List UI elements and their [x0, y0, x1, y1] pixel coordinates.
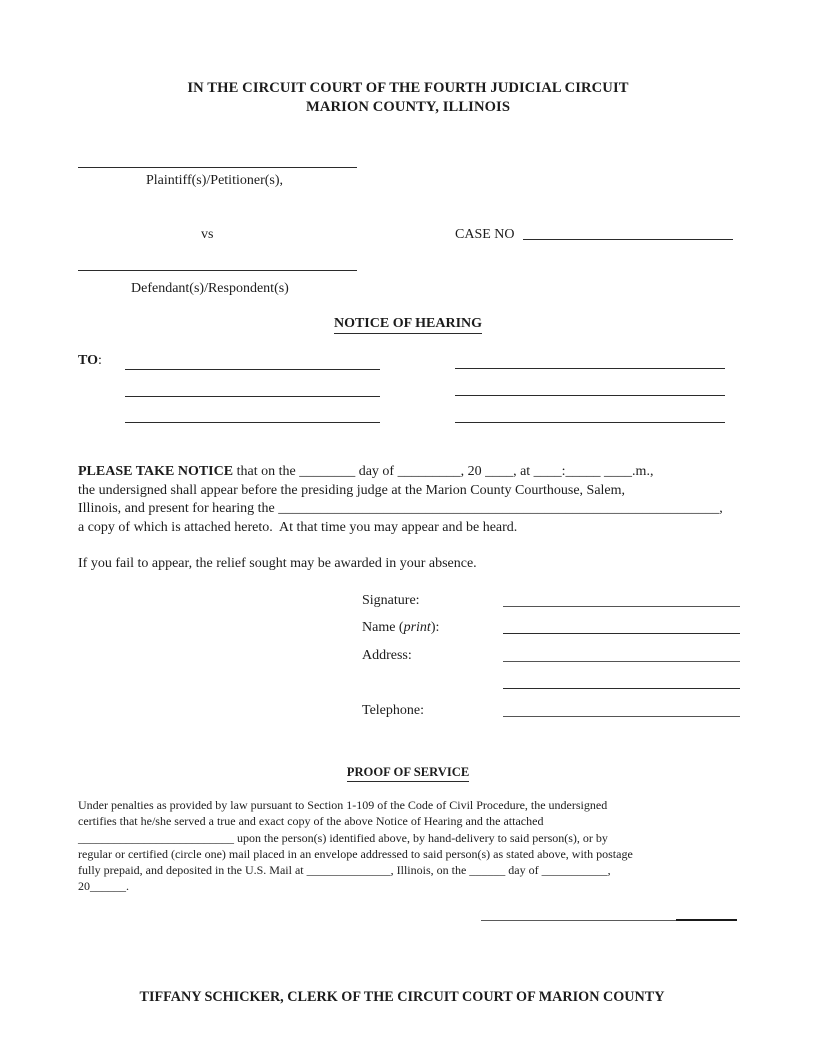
- proof-line-4: regular or certified (circle one) mail placed in an envelope addressed to said person(s) as stated above, with postage: [78, 846, 633, 861]
- warning-paragraph: If you fail to appear, the relief sought may be awarded in your absence.: [78, 556, 477, 571]
- proof-line-2: certifies that he/she served a true and exact copy of the above Notice of Hearing and the attached: [78, 814, 544, 829]
- name-print-label: [362, 620, 439, 636]
- proof-of-service-heading-wrap: [0, 765, 816, 782]
- to-line-right-3: [455, 422, 725, 423]
- name-line: [503, 633, 740, 634]
- vs-label: vs: [201, 227, 214, 242]
- server-signature-line-thin: [481, 920, 677, 921]
- clerk-footer: TIFFANY SCHICKER, CLERK OF THE CIRCUIT COURT OF MARION COUNTY: [139, 989, 665, 1005]
- court-title-line2: MARION COUNTY, ILLINOIS: [305, 98, 511, 115]
- proof-line-5: fully prepaid, and deposited in the U.S. Mail at ______________, Illinois, on the ______ day of ___________,: [78, 863, 611, 878]
- telephone-line: [503, 716, 740, 717]
- case-no-line: [523, 239, 733, 240]
- notice-heading-wrap: [0, 316, 816, 334]
- to-line-left-3: [125, 422, 380, 423]
- to-line-left-1: [125, 369, 380, 370]
- address-label: Address:: [362, 648, 412, 663]
- notice-paragraph-line1: [78, 463, 746, 482]
- plaintiff-label: Plaintiff(s)/Petitioner(s),: [146, 173, 283, 188]
- defendant-name-line: [78, 270, 357, 271]
- plaintiff-name-line: [78, 167, 357, 168]
- proof-of-service-heading: PROOF OF SERVICE: [347, 765, 469, 782]
- please-take-notice-bold: PLEASE TAKE NOTICE: [78, 464, 234, 479]
- to-line-right-1: [455, 368, 725, 369]
- notice-paragraph-line3: Illinois, and present for hearing the _______________________________________________________________,: [78, 501, 723, 516]
- court-header: [0, 79, 816, 116]
- notice-paragraph-line2: the undersigned shall appear before the presiding judge at the Marion County Courthouse, Salem,: [78, 482, 626, 498]
- proof-line-6: 20______.: [78, 879, 129, 894]
- to-line-right-2: [455, 395, 725, 396]
- server-signature-line-thick: [676, 919, 737, 921]
- name-label-italic: print: [403, 620, 431, 635]
- defendant-label: Defendant(s)/Respondent(s): [131, 281, 289, 296]
- notice-paragraph-line4: a copy of which is attached hereto. At that time you may appear and be heard.: [78, 519, 518, 535]
- to-label-colon: :: [97, 353, 102, 368]
- notice-paragraph: [78, 463, 746, 537]
- signature-line: [503, 606, 740, 607]
- signature-label: Signature:: [362, 593, 420, 608]
- to-label-bold: TO: [78, 353, 98, 368]
- address-line-2: [503, 688, 740, 689]
- proof-of-service-paragraph: [78, 797, 746, 895]
- address-line-1: [503, 661, 740, 662]
- to-line-left-2: [125, 396, 380, 397]
- to-label: [78, 353, 102, 369]
- notice-paragraph-line1-rest: that on the ________ day of _________, 20 ____, at ____:_____ ____.m.,: [233, 464, 654, 479]
- name-label-post: ):: [430, 620, 440, 635]
- name-label-pre: Name (: [362, 620, 404, 635]
- proof-line-3: __________________________ upon the person(s) identified above, by hand-delivery to said person(s), or by: [78, 830, 608, 845]
- case-no-label: CASE NO: [455, 227, 515, 242]
- notice-heading: NOTICE OF HEARING: [334, 316, 482, 334]
- telephone-label: Telephone:: [362, 703, 424, 718]
- proof-line-1: Under penalties as provided by law pursuant to Section 1-109 of the Code of Civil Procedure, the undersigned: [78, 798, 608, 812]
- court-title-line1: IN THE CIRCUIT COURT OF THE FOURTH JUDICIAL CIRCUIT: [187, 80, 629, 96]
